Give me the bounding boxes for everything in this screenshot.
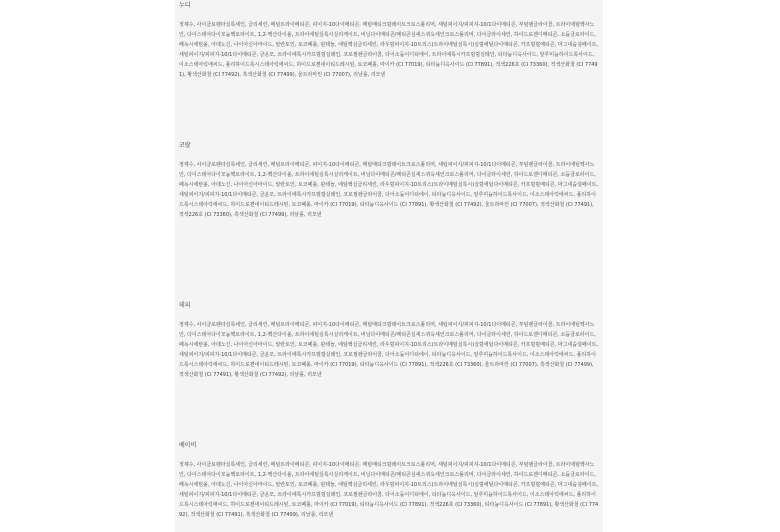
ingredient-list: 정제수, 사이클로펜타실록세인, 글리세린, 메틸트라이메티콘, 피이지-10다이메티콘, 메틸메티크릴레이트크로스폴리머, 세틸피이지/피피지-10/1다이메티콘, 부틸렌글라이콜, 트라이에틸헥사노인, 다이스테아다이모늄헥토라이트, 1,2-헥산다이올, 트라이에틸실록시실리케이트, 비닐다이메티콘/메티콘실세스퀴옥세인크로스폴리머, 다이글라이세린, 하이드로젠디메티콘, 소듐클로라이드, 페녹시에탄올, 아데노신, 나이아신아마이드, 알란토인, 토코페롤, 판테놀, 에틸헥실글리세린, 라우릴피이지-10트리스(트라이메틸실록시)실릴에틸다이메티콘, 카프릴릴메티콘, 마그네슘설페이트, 세틸피이지/피피지-10/1다이메티콘, 금운모, 트라이에톡시카프릴릴실레인, 프로필렌글라이콜, 다이소듐이디티에이, 티타늄디옥사이드, 알루미늄하이드록사이드, 이소스테아릭애씨드, 폴리하이드록시스테아릭애씨드, 하이드로젠네이티드레시틴, 토코페롤, 마이카 (CI 77019), 티타늄디옥사이드 (CI 77891), 적색226호 (CI 73360), 울트라마린 (CI 77007), 흑색산화철 (CI 77499), 적색산화철 (CI 77491), 황색산화철 (CI 77492), 리날룰, 리모넨 <box>179 322 599 378</box>
variant-section <box>179 2 599 80</box>
variant-name: 데피 <box>179 302 191 309</box>
variant-section <box>179 302 599 380</box>
ingredient-list: 정제수, 사이클로펜타실록세인, 글리세린, 메틸트라이메티콘, 피이지-10다이메티콘, 메틸메티크릴레이트크로스폴리머, 세틸피이지/피피지-10/1다이메티콘, 부틸렌글라이콜, 트라이에틸헥사노인, 다이스테아다이모늄헥토라이트, 1,2-헥산다이올, 트라이에틸실록시실리케이트, 비닐다이메티콘/메티콘실세스퀴옥세인크로스폴리머, 다이글라이세린, 하이드로젠디메티콘, 소듐클로라이드, 페녹시에탄올, 아데노신, 나이아신아마이드, 알란토인, 토코페롤, 판테놀, 에틸헥실글리세린, 라우릴피이지-10트리스(트라이메틸실록시)실릴에틸다이메티콘, 카프릴릴메티콘, 마그네슘설페이트, 세틸피이지/피피지-10/1다이메티콘, 금운모, 트라이에톡시카프릴릴실레인, 프로필렌글라이콜, 다이소듐이디티에이, 트라이에톡시카프릴릴실레인, 티타늄디옥사이드, 알루미늄하이드록사이드, 이소스테아릭애씨드, 폴리하이드록시스테아릭애씨드, 하이드로젠네이티드레시틴, 토코페롤, 마이카 (CI 77019), 티타늄디옥사이드 (CI 77891), 적색226호 (CI 73360), 적색산화철 (CI 77491), 황색산화철 (CI 77492), 흑색산화철 (CI 77499), 울트라마린 (CI 77007), 리날룰, 리모넨 <box>179 22 599 78</box>
ingredient-list: 정제수, 사이클로펜타실록세인, 글리세린, 메틸트라이메티콘, 피이지-10다이메티콘, 메틸메티크릴레이트크로스폴리머, 세틸피이지/피피지-10/1다이메티콘, 부틸렌글라이콜, 트라이에틸헥사노인, 다이스테아다이모늄헥토라이트, 1,2-헥산다이올, 트라이에틸실록시실리케이트, 비닐다이메티콘/메티콘실세스퀴옥세인크로스폴리머, 다이글라이세린, 하이드로젠디메티콘, 소듐클로라이드, 페녹시에탄올, 아데노신, 나이아신아마이드, 알란토인, 토코페롤, 판테놀, 에틸헥실글리세린, 라우릴피이지-10트리스(트라이메틸실록시)실릴에틸다이메티콘, 카프릴릴메티콘, 마그네슘설페이트, 세틸피이지/피피지-10/1다이메티콘, 금운모, 트라이에톡시카프릴릴실레인, 프로필렌글라이콜, 다이소듐이디티에이, 티타늄디옥사이드, 알루미늄하이드록사이드, 이소스테아릭애씨드, 폴리하이드록시스테아릭애씨드, 하이드로젠네이티드레시틴, 토코페롤, 마이카 (CI 77019), 티타늄디옥사이드 (CI 77891), 황색산화철 (CI 77492), 울트라마린 (CI 77007), 적색산화철 (CI 77491), 적색226호 (CI 73360), 흑색산화철 (CI 77499), 리날룰, 리모넨 <box>179 162 599 218</box>
ingredient-list: 정제수, 사이클로펜타실록세인, 글리세린, 메틸트라이메티콘, 피이지-10다이메티콘, 메틸메티크릴레이트크로스폴리머, 세틸피이지/피피지-10/1다이메티콘, 부틸렌글라이콜, 트라이에틸헥사노인, 다이스테아다이모늄헥토라이트, 1,2-헥산다이올, 트라이에틸실록시실리케이트, 비닐다이메티콘/메티콘실세스퀴옥세인크로스폴리머, 다이글라이세린, 하이드로젠디메티콘, 소듐클로라이드, 페녹시에탄올, 아데노신, 나이아신아마이드, 알란토인, 토코페롤, 판테놀, 에틸헥실글리세린, 라우릴피이지-10트리스(트라이메틸실록시)실릴에틸다이메티콘, 카프릴릴메티콘, 마그네슘설페이트, 세틸피이지/피피지-10/1다이메티콘, 금운모, 트라이에톡시카프릴릴실레인, 프로필렌글라이콜, 다이소듐이디티에이, 티타늄디옥사이드, 알루미늄하이드록사이드, 이소스테아릭애씨드, 폴리하이드록시스테아릭애씨드, 하이드로젠네이티드레시틴, 토코페롤, 마이카 (CI 77019), 티타늄디옥사이드 (CI 77891), 적색226호 (CI 73360), 티타늄디옥사이드 (CI 77891), 황색산화철 (CI 77492), 적색산화철 (CI 77491), 흑색산화철 (CI 77499), 리날룰, 리모넨 <box>179 462 599 518</box>
variant-section <box>179 442 599 520</box>
variant-name: 코랄 <box>179 142 191 149</box>
variant-name: 누디 <box>179 2 191 9</box>
variant-name: 베이비 <box>179 442 197 449</box>
ingredients-panel <box>175 0 603 532</box>
variant-section <box>179 142 599 220</box>
